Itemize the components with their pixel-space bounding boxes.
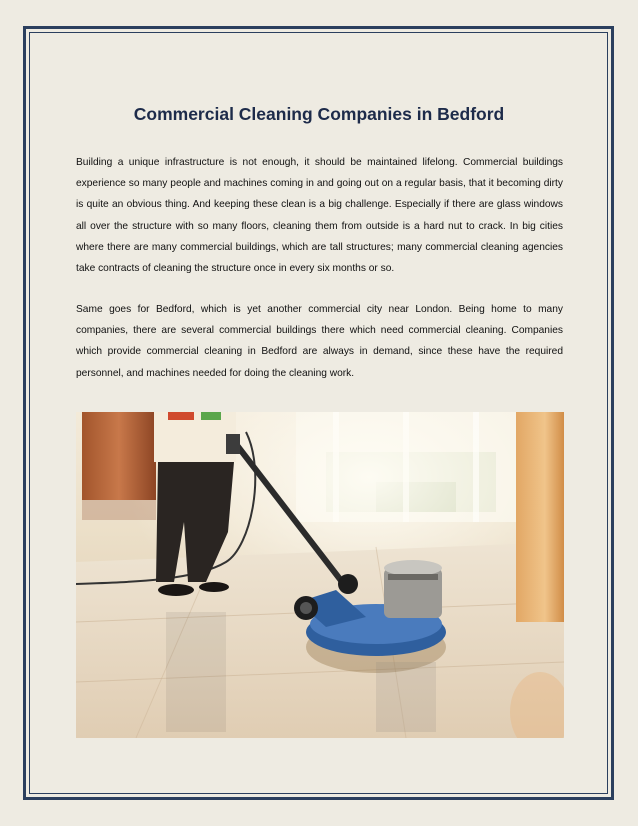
paragraph-intro: Building a unique infrastructure is not enough, it should be maintained lifelong. Commercial buildings experience so many people and machines coming in and going out on a regular basis, that it becoming dirty is quite an obvious thing. And keeping these clean is a big challenge. Especially if there are glass windows all over the structure with so many floors, cleaning them from outside is a hard nut to crack. In big cities where there are many commercial buildings, which are tall structures; many commercial cleaning agencies take contracts of cleaning the structure once in every six months or so. [76, 157, 563, 275]
floor-cleaning-photo [76, 412, 564, 738]
page-title: Commercial Cleaning Companies in Bedford [133, 104, 505, 124]
paragraph-bedford: Same goes for Bedford, which is yet another commercial city near London. Being home to many companies, there are several commercial buildings there which need commercial cleaning. Companies which provide commercial cleaning in Bedford are always in demand, since these have the required personnel, and machines needed for doing the cleaning work. [76, 304, 563, 379]
